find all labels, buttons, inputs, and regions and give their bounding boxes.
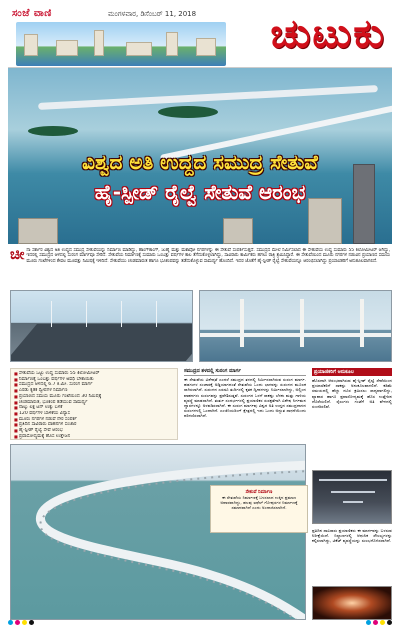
rail-station-photo [312,470,392,524]
article-heading: ಸಮುದ್ರದ ತಳದಲ್ಲಿ ಸುರಂಗ ಮಾರ್ಗ [184,368,306,376]
headline-primary: ವಿಶ್ವದ ಅತಿ ಉದ್ದದ ಸಮುದ್ರ ಸೇತುವೆ [82,150,318,174]
list-item: ■ ಎರಡು ಕೃತಕ ದ್ವೀಪಗಳ ನಿರ್ಮಾಣ [14,388,174,394]
list-item: ■ 120 ವರ್ಷಗಳ ಬಾಳಿಕೆಯ ವಿನ್ಯಾಸ [14,411,174,417]
facts-list [10,368,178,440]
article-body: ಈ ಸೇತುವೆಯ ವಿಶೇಷತೆ ಎಂದರೆ ಸಮುದ್ರದ ತಳದಲ್ಲಿ ನಿರ್ಮಿಸಲಾಗಿರುವ ಸುರಂಗ ಮಾರ್ಗ. ಹಡಗುಗಳ ಸಂಚಾರಕ್ಕೆ ಅಡ್ಡಿಯಾಗದಂತೆ ಸೇತುವೆಯ ಒಂದು ಭಾಗವನ್ನು ಸುರಂಗದ ಮೂಲಕ ಸಾಗಿಸಲಾಗಿದೆ. ಸುರಂಗದ ಎರಡೂ ತುದಿಗಳಲ್ಲಿ ಕೃತಕ ದ್ವೀಪಗಳನ್ನು ನಿರ್ಮಿಸಲಾಗಿದ್ದು, ಅಲ್ಲಿಂದ ವಾಹನಗಳು ಸುರಂಗವನ್ನು ಪ್ರವೇಶಿಸುತ್ತವೆ. ಸುರಂಗದ ಒಳಗೆ ಸಾಕಷ್ಟು ಬೆಳಕು ಮತ್ತು ಗಾಳಿಯ ವ್ಯವಸ್ಥೆ ಮಾಡಲಾಗಿದೆ. ತುರ್ತು ಸಂದರ್ಭಗಳಲ್ಲಿ ಪ್ರಯಾಣಿಕರ ಸುರಕ್ಷತೆಗಾಗಿ ವಿಶೇಷ ನಿರ್ಗಮನ ದ್ವಾರಗಳನ್ನೂ ಅಳವಡಿಸಲಾಗಿದೆ. ಈ ಸುರಂಗ ಮಾರ್ಗವು ವಿಶ್ವದ ಅತಿ ಉದ್ದದ ಸಮುದ್ರದಾಳದ ಸುರಂಗಗಳಲ್ಲಿ ಒಂದಾಗಿದೆ. ಎಂಜಿನಿಯರಿಂಗ್ ಕ್ಷೇತ್ರದಲ್ಲಿ ಇದು ಒಂದು ಅದ್ಭುತ ಸಾಧನೆಯೆಂದು ಪರಿಗಣಿಸಲಾಗಿದೆ. [184,377,306,419]
list-item: ■ ಸೇತುವೆಯ ಒಟ್ಟು ಉದ್ದ ಸುಮಾರು 55 ಕಿಲೋಮೀಟರ್ [14,371,174,377]
list-item: ■ ಚಂಡಮಾರುತ, ಭೂಕಂಪ ತಡೆಯುವ ಸಾಮರ್ಥ್ಯ [14,400,174,406]
cable-stayed-bridge-photo [199,290,392,362]
list-item: ■ ನಿರ್ಮಾಣಕ್ಕೆ ಒಂಬತ್ತು ವರ್ಷಗಳ ಅವಧಿ ಬೇಕಾಯಿತು [14,377,174,383]
masthead-photo-collage [16,22,226,66]
print-registration-marks [8,620,392,628]
intro-paragraph [10,248,390,288]
drop-cap: ಚೀ [10,248,25,263]
section-title: ಚುಟುಕು [270,10,386,57]
bridge-span-far [38,85,378,110]
info-box-body: ಈ ಸೇತುವೆಯ ನಿರ್ಮಾಣಕ್ಕೆ ಬಳಸಲಾದ ಉಕ್ಕಿನ ಪ್ರಮಾಣ ಅಪಾರವಾಗಿದ್ದು, ಹಲವು ಐಫೆಲ್ ಗೋಪುರಗಳ ನಿರ್ಮಾಣಕ್ಕೆ ಸಮಾನವಾಗಿದೆ ಎಂದು ಅಂದಾಜಿಸಲಾಗಿದೆ. [220,495,298,511]
list-item: ■ ಮೂರು ನಗರಗಳ ನಡುವೆ ನೇರ ಸಂಪರ್ಕ [14,417,174,423]
list-item: ■ ಹೈ-ಸ್ಪೀಡ್ ರೈಲ್ವೆ ಸೇವೆ ಆರಂಭ [14,428,174,434]
sidebar-heading: ಪ್ರಯಾಣಿಕರಿಗೆ ಅನುಕೂಲ [312,368,392,376]
list-item: ■ ಪ್ರವಾಸೋದ್ಯಮಕ್ಕೆ ಹೊಸ ಉತ್ತೇಜನ [14,434,174,440]
issue-date: ಮಂಗಳವಾರ, ಡಿಸೆಂಬರ್ 11, 2018 [108,10,197,18]
intro-text: ನಾ ಸರ್ಕಾರ ವಿಶ್ವದ ಅತಿ ಉದ್ದದ ಸಮುದ್ರ ಸೇತುವೆಯನ್ನು ನಿರ್ಮಾಣ ಮಾಡಿದ್ದು, ಹಾಂಗ್‌ಕಾಂಗ್, ಜುಹೈ ಮತ್ತು ಮಕಾವೋ ನಗರಗಳನ್ನು ಈ ಸೇತುವೆ ಸಂಪರ್ಕಿಸುತ್ತದೆ. ಸಮುದ್ರದ ಮೇಲೆ ನಿರ್ಮಿಸಲಾದ ಈ ಸೇತುವೆಯ ಉದ್ದ ಸುಮಾರು 55 ಕಿಲೋಮೀಟರ್ ಆಗಿದ್ದು, ಇದರಲ್ಲಿ ಸಮುದ್ರದ ಆಳದಲ್ಲಿ ಸುರಂಗ ಮಾರ್ಗವೂ ಸೇರಿದೆ. ಸೇತುವೆಯ ನಿರ್ಮಾಣಕ್ಕೆ ಸುಮಾರು ಒಂಬತ್ತು ವರ್ಷಗಳ ಕಾಲ ತೆಗೆದುಕೊಳ್ಳಲಾಗಿದ್ದು, ಸಾವಿರಾರು ಕಾರ್ಮಿಕರು ಹಗಲು ರಾತ್ರಿ ಶ್ರಮಿಸಿದ್ದಾರೆ. ಈ ಸೇತುವೆಯಿಂದ ಮೂರು ನಗರಗಳ ನಡುವಿನ ಪ್ರಯಾಣದ ಸಮಯ ಮೂರು ಗಂಟೆಗಳಿಂದ ಕೇವಲ ಮೂವತ್ತು ನಿಮಿಷಕ್ಕೆ ಇಳಿದಿದೆ. ಸೇತುವೆಯು ಚಂಡಮಾರುತ ಹಾಗೂ ಭೂಕಂಪವನ್ನು ತಡೆದುಕೊಳ್ಳುವ ಸಾಮರ್ಥ್ಯ ಹೊಂದಿದೆ. ಇದರ ಜೊತೆಗೆ ಹೈ-ಸ್ಪೀಡ್ ರೈಲ್ವೆ ಸೇತುವೆಯನ್ನೂ ಆರಂಭಿಸಲಾಗಿದ್ದು ಪ್ರಯಾಣಿಕರಿಗೆ ಅನುಕೂಲವಾಗಲಿದೆ. [26,248,390,264]
bridge-road-photo [10,290,193,362]
sidebar-text-top: ಹೊಸದಾಗಿ ಆರಂಭವಾಗಿರುವ ಹೈ-ಸ್ಪೀಡ್ ರೈಲ್ವೆ ಸೇವೆಯಿಂದ ಪ್ರಯಾಣಿಕರಿಗೆ ಸಾಕಷ್ಟು ಅನುಕೂಲವಾಗಲಿದೆ. ಕಡಿಮೆ ಸಮಯದಲ್ಲಿ ಹೆಚ್ಚು ದೂರ ಕ್ರಮಿಸಲು ಸಾಧ್ಯವಾಗಲಿದ್ದು, ವ್ಯಾಪಾರ ಹಾಗೂ ಪ್ರವಾಸೋದ್ಯಮಕ್ಕೆ ಹೊಸ ಉತ್ತೇಜನ ದೊರೆಯಲಿದೆ. ರೈಲುಗಳು ಗಂಟೆಗೆ ಅತಿ ವೇಗದಲ್ಲಿ ಸಂಚರಿಸಲಿವೆ. [312,378,392,410]
info-box-heading: ಸೇತುವೆ ನಿರ್ಮಾಣ [245,490,273,495]
sidebar-text-bottom: ಪ್ರತಿದಿನ ಸಾವಿರಾರು ಪ್ರಯಾಣಿಕರು ಈ ಮಾರ್ಗವನ್ನು ಬಳಸುವ ನಿರೀಕ್ಷೆಯಿದೆ. ನಿಲ್ದಾಣಗಳಲ್ಲಿ ಆಧುನಿಕ ಸೌಲಭ್ಯಗಳನ್ನು ಕಲ್ಪಿಸಲಾಗಿದ್ದು, ಟಿಕೆಟ್ ವ್ಯವಸ್ಥೆಯನ್ನು ಸುಲಭಗೊಳಿಸಲಾಗಿದೆ. [312,528,392,544]
tower-building [353,164,375,244]
island [28,126,78,136]
list-item: ■ ನಾಲ್ಕು ಲಕ್ಷ ಟನ್ ಉಕ್ಕು ಬಳಕೆ [14,405,174,411]
masthead [8,6,392,68]
info-box [210,485,308,533]
list-item: ■ ಪ್ರಯಾಣದ ಸಮಯ ಮೂರು ಗಂಟೆಯಿಂದ 30 ನಿಮಿಷಕ್ಕೆ [14,394,174,400]
tunnel-photo [312,586,392,620]
island [158,106,218,118]
tower-building [18,218,58,244]
newspaper-brand: ಸಂಜೆ ವಾಣಿ [12,8,52,19]
hero-bridge-photo [8,68,392,244]
tower-building [223,218,253,244]
sidebar-column [312,368,392,620]
headline-secondary: ಹೈ-ಸ್ಪೀಡ್ ರೈಲ್ವೆ ಸೇತುವೆ ಆರಂಭ [94,180,306,204]
list-item: ■ ಪ್ರತಿದಿನ ಸಾವಿರಾರು ವಾಹನಗಳ ಸಂಚಾರ [14,422,174,428]
list-item: ■ ಸಮುದ್ರದ ಆಳದಲ್ಲಿ 6.7 ಕಿ.ಮೀ. ಸುರಂಗ ಮಾರ್ಗ [14,382,174,388]
tower-building [308,198,342,244]
